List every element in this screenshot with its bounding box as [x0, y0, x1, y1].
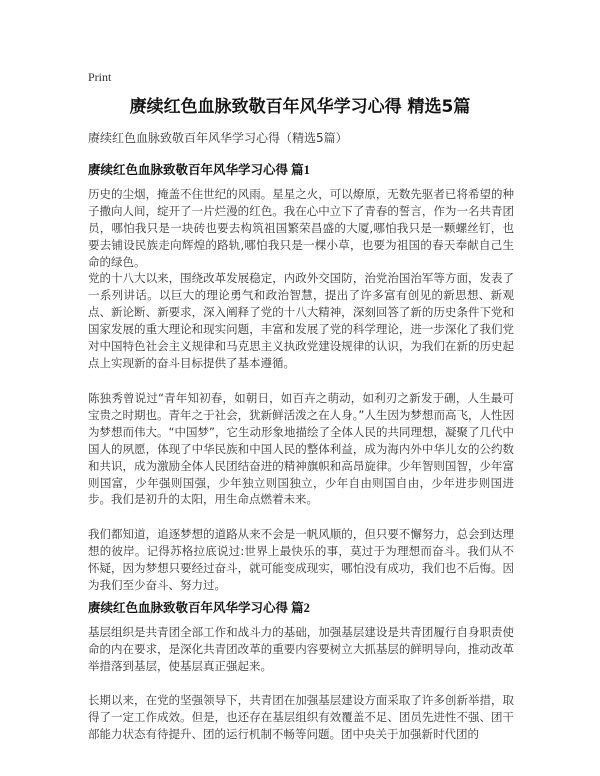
- print-link[interactable]: Print: [88, 70, 112, 84]
- page-title: 赓续红色血脉致敬百年风华学习心得 精选5篇: [129, 97, 471, 117]
- paragraph: 党的十八大以来，围绕改革发展稳定，内政外交国防，治党治国治军等方面，发表了一系列讲话。以巨大的理论勇气和政治智慧，提出了许多富有创见的新思想、新观点、新论断、新要求，深入阐释了党的十八大精神，深刻回答了新的历史条件下党和国家发展的重大理论和现实问题，丰富和发展了党的科学理论，进一步深化了我们党对中国特色社会主义规律和马克思主义执政党建设规律的认识，为我们在新的历史起点上实现新的奋斗目标提供了基本遵循。: [88, 271, 514, 370]
- paragraph: 长期以来，在党的坚强领导下，共青团在加强基层建设方面采取了许多创新举措，取得了一定工作成效。但是，也还存在基层组织有效覆盖不足、团员先进性不强、团干部能力状态有待提升、团的运行机制不畅等问题。团中央关于加强新时代团的: [88, 693, 514, 741]
- paragraph: 陈独秀曾说过“青年知初春，如朝日，如百卉之萌动，如利刃之新发于硎，人生最可宝贵之时期也。青年之于社会，犹新鲜活泼之在人身。”人生因为梦想而高飞，人性因为梦想而伟大。“中国梦”，它生动形象地描绘了全体人民的共同理想，凝聚了几代中国人的夙愿，体现了中华民族和中国人民的整体利益，成为海内外中华儿女的公约数和共识，成为激励全体人民团结奋进的精神旗帜和高昂旋律。少年智则国智，少年富则国富，少年强则国强，少年独立则国独立，少年自由则国自由，少年进步则国进步。我们是初升的太阳，用生命点燃着未来。: [88, 391, 514, 507]
- paragraph: 基层组织是共青团全部工作和战斗力的基础，加强基层建设是共青团履行自身职责使命的内在要求，是深化共青团改革的重要内容要树立大抓基层的鲜明导向，推动改革举措落到基层，使基层真正强起来。: [88, 625, 514, 673]
- paragraph: 我们都知道，追逐梦想的道路从来不会是一帆风顺的，但只要不懈努力，总会到达理想的彼岸。记得苏格拉底说过:世界上最快乐的事，莫过于为理想而奋斗。我们从不怀疑，因为梦想只要经过奋斗，就可能变成现实，哪怕没有成功，我们也不后悔。因为我们至少奋斗、努力过。: [88, 527, 514, 592]
- section-heading-1: 赓续红色血脉致敬百年风华学习心得 篇1: [88, 163, 310, 177]
- section-heading-2: 赓续红色血脉致敬百年风华学习心得 篇2: [88, 601, 310, 615]
- paragraph: 历史的尘烟，掩盖不住世纪的风雨。星星之火，可以燎原，无数先驱者已将希望的种子撒向人间，绽开了一片烂漫的红色。我在心中立下了青春的誓言，作为一名共青团员，哪怕我只是一块砖也要去构筑祖国繁荣昌盛的大厦,哪怕我只是一颗螺丝钉，也要去铺设民族走向辉煌的路轨,哪怕我只是一棵小草，也要为祖国的春天奉献自己生命的绿色。: [88, 187, 514, 269]
- document-subtitle: 赓续红色血脉致敬百年风华学习心得（精选5篇）: [88, 131, 348, 145]
